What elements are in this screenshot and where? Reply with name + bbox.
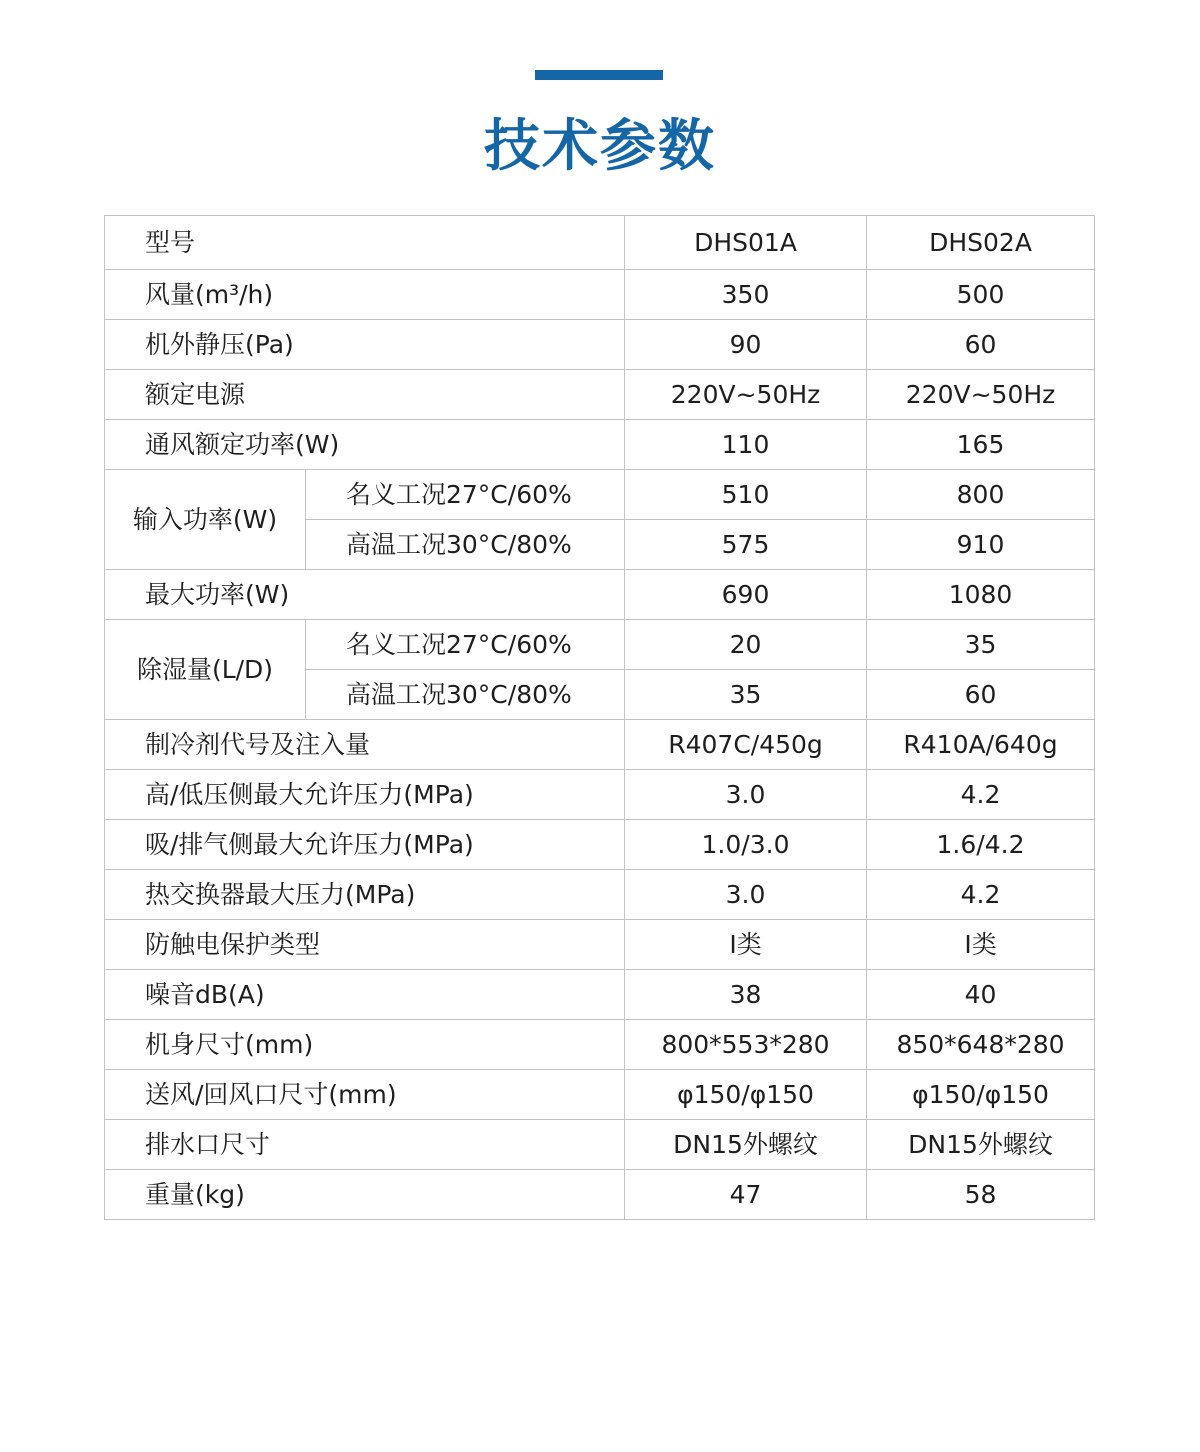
row-value-2: DN15外螺纹 [867,1120,1095,1170]
table-row [105,270,1095,320]
sub-row-label: 名义工况27°C/60% [306,620,625,670]
page-title: 技术参数 [484,113,716,179]
header-model-label: 型号 [105,216,625,270]
row-label: 防触电保护类型 [105,920,625,970]
row-value-1: φ150/φ150 [625,1070,867,1120]
table-row [105,920,1095,970]
row-value-1: 800*553*280 [625,1020,867,1070]
row-value-2: 60 [867,320,1095,370]
header-model-2: DHS02A [867,216,1095,270]
row-value-2: 1.6/4.2 [867,820,1095,870]
row-label: 机身尺寸(mm) [105,1020,625,1070]
row-label: 送风/回风口尺寸(mm) [105,1070,625,1120]
dehumid-label: 除湿量(L/D) [105,620,306,720]
row-label: 风量(m³/h) [105,270,625,320]
row-value-1: I类 [625,920,867,970]
table-row [105,970,1095,1020]
row-value-2: 60 [867,670,1095,720]
sub-row-label: 高温工况30°C/80% [306,670,625,720]
row-label: 吸/排气侧最大允许压力(MPa) [105,820,625,870]
row-value-1: R407C/450g [625,720,867,770]
row-value-2: φ150/φ150 [867,1070,1095,1120]
row-value-1: 110 [625,420,867,470]
table-row [105,1120,1095,1170]
row-value-2: 1080 [867,570,1095,620]
row-value-1: 510 [625,470,867,520]
table-row [105,720,1095,770]
row-value-1: 90 [625,320,867,370]
sub-row-label: 高温工况30°C/80% [306,520,625,570]
row-value-1: 575 [625,520,867,570]
table-row [105,770,1095,820]
table-row [105,320,1095,370]
row-value-1: 20 [625,620,867,670]
table-row [105,1170,1095,1220]
row-value-2: 800 [867,470,1095,520]
row-value-2: 165 [867,420,1095,470]
row-value-2: R410A/640g [867,720,1095,770]
table-row [105,870,1095,920]
row-value-1: 690 [625,570,867,620]
row-value-1: 38 [625,970,867,1020]
input-power-label: 输入功率(W) [105,470,306,570]
row-value-2: 850*648*280 [867,1020,1095,1070]
table-row [105,470,1095,520]
row-value-1: 47 [625,1170,867,1220]
table-row [105,820,1095,870]
row-value-1: 350 [625,270,867,320]
row-value-1: 35 [625,670,867,720]
row-value-1: 3.0 [625,770,867,820]
table-row [105,1070,1095,1120]
row-label: 高/低压侧最大允许压力(MPa) [105,770,625,820]
row-value-1: 220V~50Hz [625,370,867,420]
row-label: 热交换器最大压力(MPa) [105,870,625,920]
table-row [105,570,1095,620]
row-label: 重量(kg) [105,1170,625,1220]
row-value-2: 4.2 [867,870,1095,920]
row-value-1: 3.0 [625,870,867,920]
table-header-row [105,216,1095,270]
title-accent-bar [535,70,663,80]
sub-row-label: 名义工况27°C/60% [306,470,625,520]
row-label: 机外静压(Pa) [105,320,625,370]
table-row [105,370,1095,420]
row-label: 排水口尺寸 [105,1120,625,1170]
table-row [105,620,1095,670]
row-value-2: 910 [867,520,1095,570]
row-value-2: I类 [867,920,1095,970]
table-row [105,420,1095,470]
row-value-2: 58 [867,1170,1095,1220]
row-value-2: 500 [867,270,1095,320]
row-value-1: DN15外螺纹 [625,1120,867,1170]
row-label: 噪音dB(A) [105,970,625,1020]
spec-table [104,215,1095,1220]
row-value-2: 4.2 [867,770,1095,820]
row-value-2: 40 [867,970,1095,1020]
header-model-1: DHS01A [625,216,867,270]
row-value-2: 220V~50Hz [867,370,1095,420]
row-value-2: 35 [867,620,1095,670]
row-label: 额定电源 [105,370,625,420]
row-value-1: 1.0/3.0 [625,820,867,870]
table-row [105,1020,1095,1070]
row-label: 最大功率(W) [105,570,625,620]
row-label: 通风额定功率(W) [105,420,625,470]
row-label: 制冷剂代号及注入量 [105,720,625,770]
